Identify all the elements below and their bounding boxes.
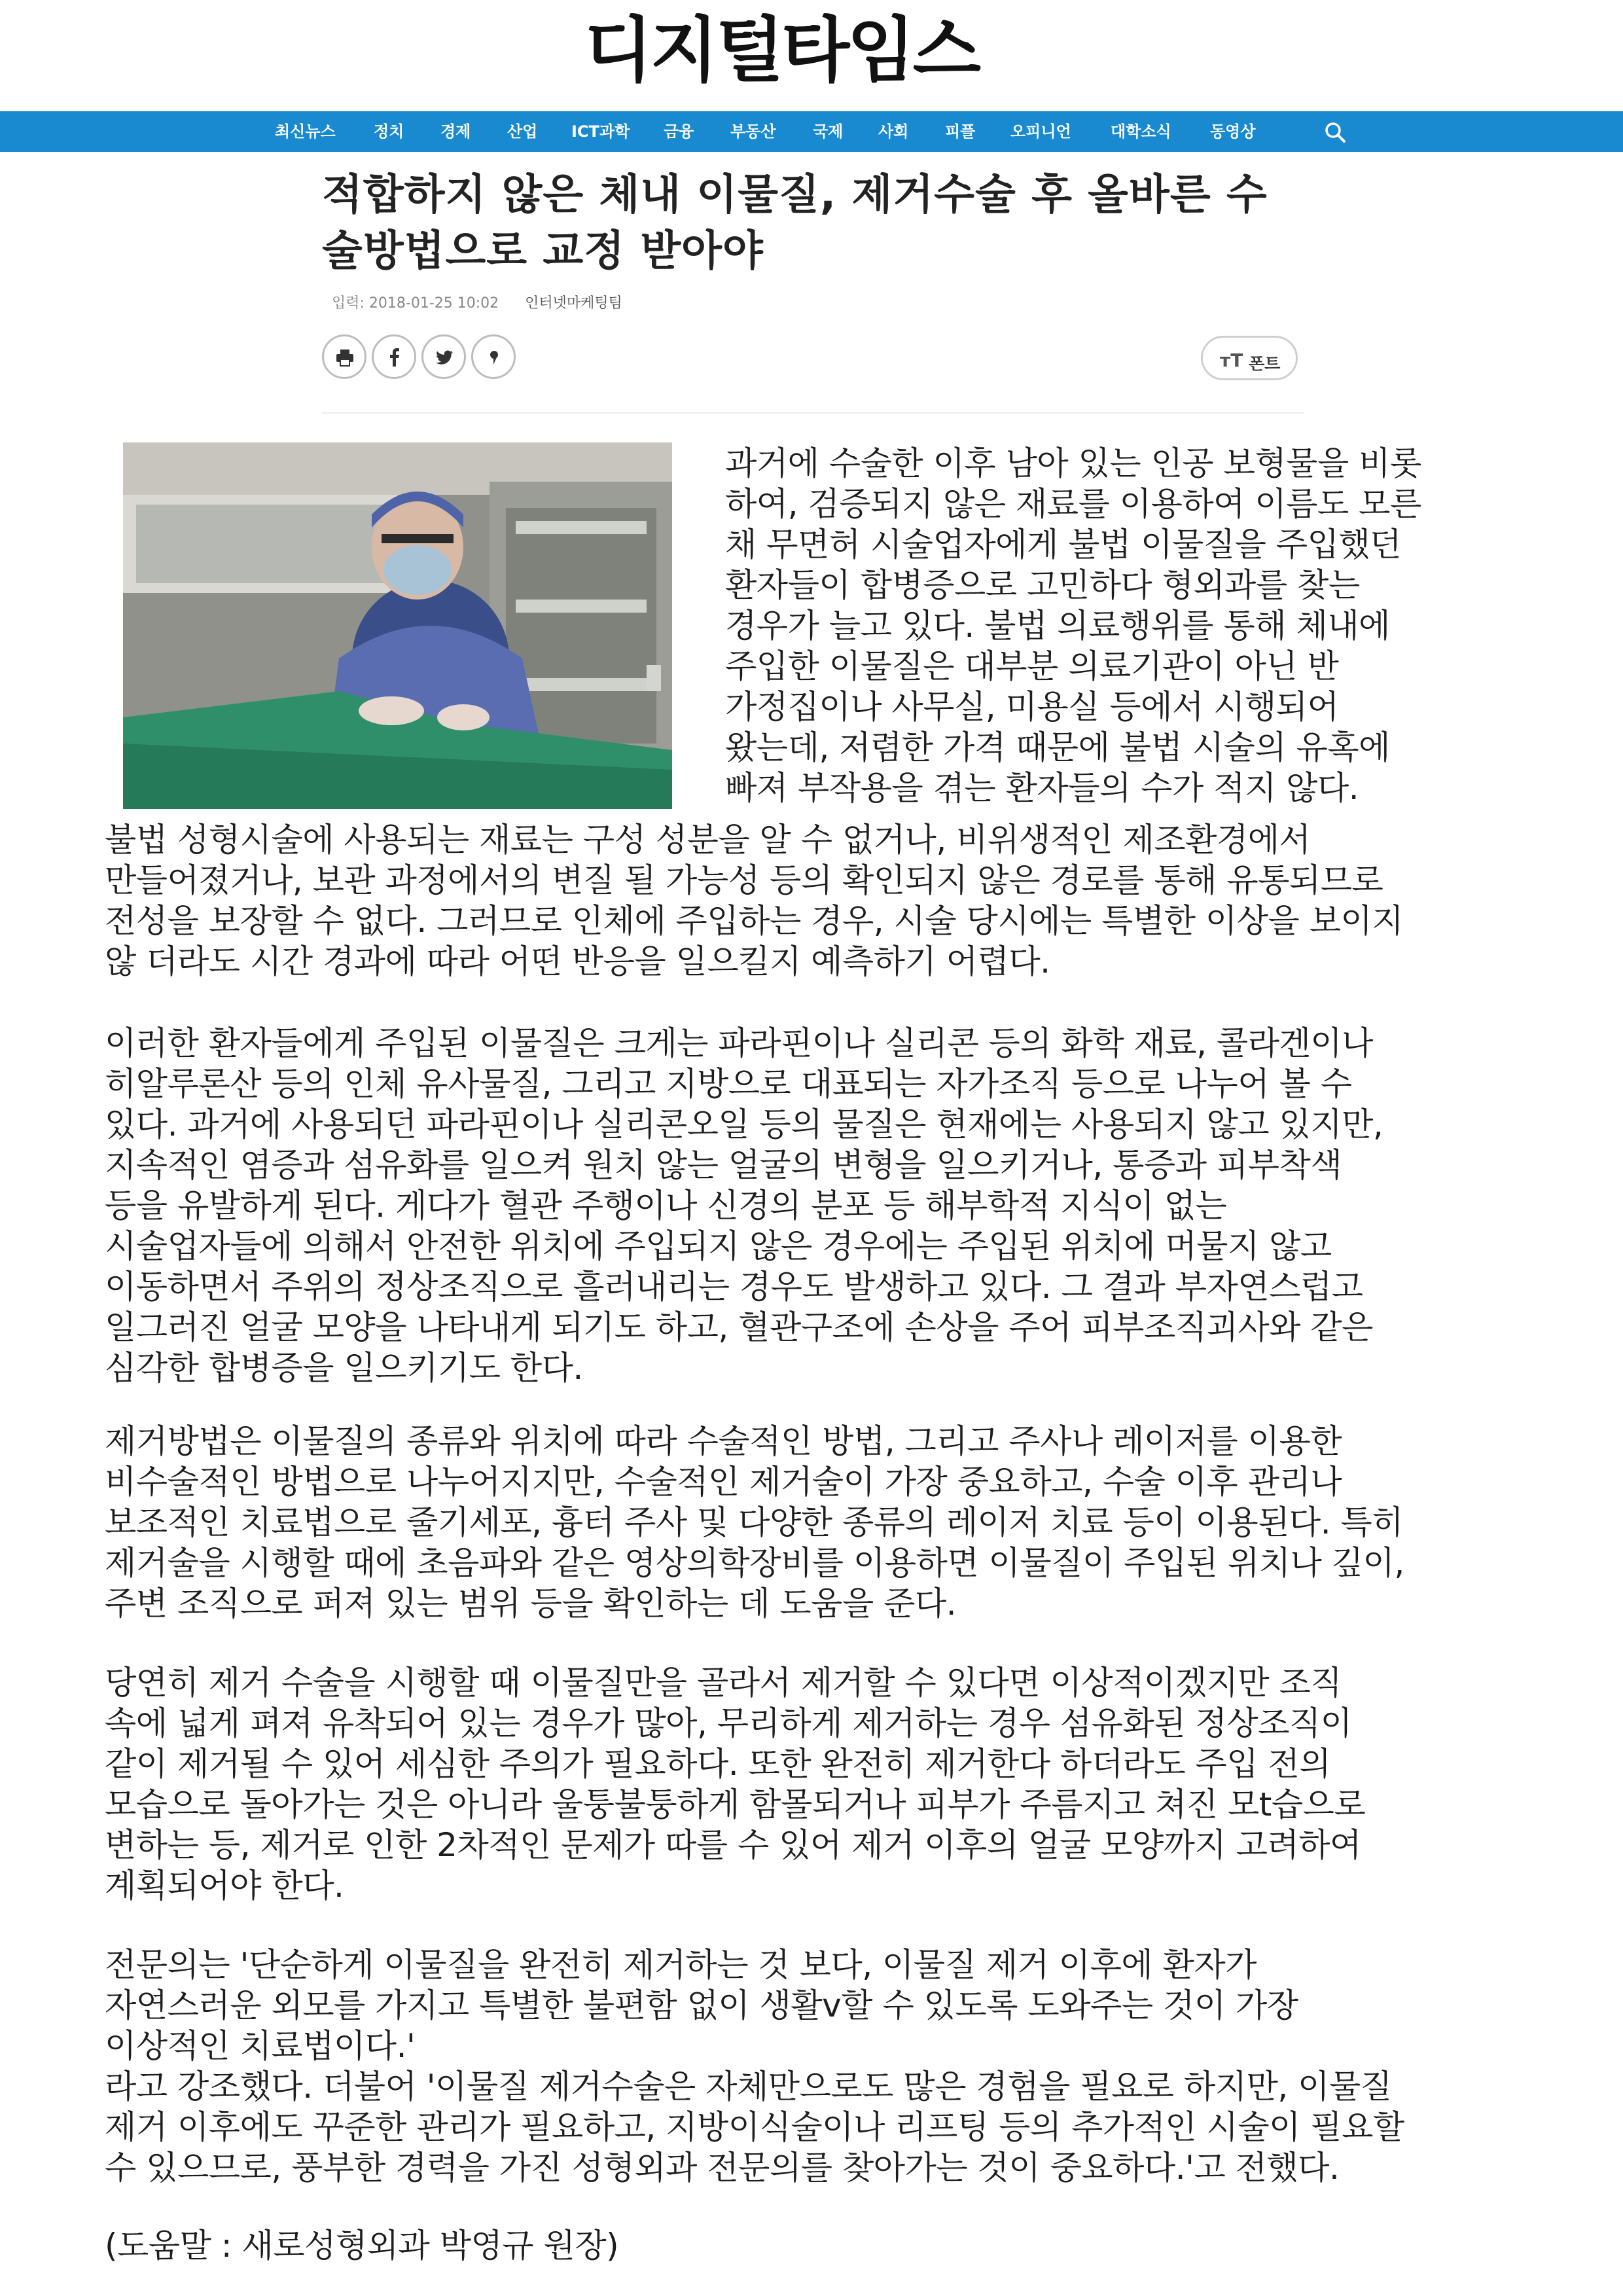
nav-item-international[interactable]: 국제 [813,122,844,141]
article-paragraph-5: 당연히 제거 수술을 시행할 때 이물질만을 골라서 제거할 수 있다면 이상적이겠지만 조직 속에 넓게 펴져 유착되어 있는 경우가 많아, 무리하게 제거하는 경우 섬유화된 정상조직이 같이 제거될 수 있어 세심한 주의가 필요하다. 또한 완전히 제거한다 하더라도 주입 전의 모습으로 돌아가는 것은 아니라 울퉁불퉁하게 함몰되거나 피부가 주름지고 쳐진 모t습으로 변하는 등, 제거로 인한 2차적인 문제가 따를 수 있어 제거 이후의 얼굴 모양까지 고려하여 계획되어야 한다. [105,1664,1366,1905]
article-headline [322,167,1317,279]
article-paragraph-1: 과거에 수술한 이후 남아 있는 인공 보형물을 비롯 하여, 검증되지 않은 재료를 이용하여 이름도 모른 채 무면허 시술업자에게 불법 이물질을 주입했던 환자들이 합병증으로 고민하다 형외과를 찾는 경우가 늘고 있다. 불법 의료행위를 통해 체내에 주입한 이물질은 대부분 의료기관이 아닌 반 가정집이나 사무실, 미용실 등에서 시행되어 왔는데, 저렴한 가격 때문에 불법 시술의 유혹에 빠져 부작용을 겪는 환자들의 수가 적지 않다. [725,444,1421,807]
article-source-note: (도움말 : 새로성형외과 박영규 원장) [105,2227,619,2265]
header-divider [322,412,1304,414]
font-size-button[interactable] [1201,336,1298,380]
masthead [0,0,1623,111]
article-photo [123,442,672,809]
nav-item-politics[interactable]: 정치 [374,122,404,141]
facebook-icon [384,347,405,368]
font-size-icon: ᴛT [1220,350,1243,371]
nav-item-video[interactable]: 동영상 [1210,122,1256,141]
nav-item-opinion[interactable]: 오피니언 [1010,122,1071,141]
nav-item-ict-science[interactable]: ICT과학 [571,122,630,141]
article-paragraph-2: 불법 성형시술에 사용되는 재료는 구성 성분을 알 수 없거나, 비위생적인 제조환경에서 만들어졌거나, 보관 과정에서의 변질 될 가능성 등의 확인되지 않은 경로를 통해 유통되므로 전성을 보장할 수 없다. 그러므로 인체에 주입하는 경우, 시술 당시에는 특별한 이상을 보이지 않 더라도 시간 경과에 따라 어떤 반응을 일으킬지 예측하기 어렵다. [105,821,1404,980]
print-button[interactable] [322,334,366,379]
kakao-icon [484,347,505,368]
nav-item-economy[interactable]: 경제 [440,122,471,141]
twitter-share-button[interactable] [421,334,466,379]
nav-item-industry[interactable]: 산업 [507,122,538,141]
nav-item-latest[interactable]: 최신뉴스 [275,122,336,141]
search-icon [1323,120,1347,144]
main-nav [0,111,1623,152]
site-logo[interactable]: 디지털타임스 [584,10,978,92]
article-meta [332,292,622,312]
print-icon [334,347,355,368]
twitter-icon [434,347,455,368]
publish-date: 입력: 2018-01-25 10:02 [332,295,499,312]
search-button[interactable] [1323,120,1347,144]
font-button-label: 폰트 [1249,354,1281,373]
nav-item-real-estate[interactable]: 부동산 [730,122,776,141]
article-paragraph-3: 이러한 환자들에게 주입된 이물질은 크게는 파라핀이나 실리콘 등의 화학 재료, 콜라겐이나 히알루론산 등의 인체 유사물질, 그리고 지방으로 대표되는 자가조직 등으로 나누어 볼 수 있다. 과거에 사용되던 파라핀이나 실리콘오일 등의 물질은 현재에는 사용되지 않고 있지만, 지속적인 염증과 섬유화를 일으켜 원치 않는 얼굴의 변형을 일으키거나, 통증과 피부착색 등을 유발하게 된다. 게다가 혈관 주행이나 신경의 분포 등 해부학적 지식이 없는 시술업자들에 의해서 안전한 위치에 주입되지 않은 경우에는 주입된 위치에 머물지 않고 이동하면서 주위의 정상조직으로 흘러내리는 경우도 발생하고 있다. 그 결과 부자연스럽고 일그러진 얼굴 모양을 나타내게 되기도 하고, 혈관구조에 손상을 주어 피부조직괴사와 같은 심각한 합병증을 일으키기도 한다. [105,1024,1383,1387]
nav-item-finance[interactable]: 금융 [664,122,694,141]
article-paragraph-4: 제거방법은 이물질의 종류와 위치에 따라 수술적인 방법, 그리고 주사나 레이저를 이용한 비수술적인 방법으로 나누어지지만, 수술적인 제거술이 가장 중요하고, 수술 이후 관리나 보조적인 치료법으로 줄기세포, 흉터 주사 및 다양한 종류의 레이저 치료 등이 이용된다. 특히 제거술을 시행할 때에 초음파와 같은 영상의학장비를 이용하면 이물질이 주입된 위치나 깊이, 주변 조직으로 퍼져 있는 범위 등을 확인하는 데 도움을 준다. [105,1422,1404,1623]
article-author: 인터넷마케팅팀 [525,295,622,312]
nav-item-society[interactable]: 사회 [878,122,909,141]
nav-item-people[interactable]: 피플 [945,122,976,141]
kakao-share-button[interactable] [471,334,516,379]
headline-text: 적합하지 않은 체내 이물질, 제거수술 후 올바른 수 술방법으로 교정 받아야 [322,171,1268,276]
facebook-share-button[interactable] [372,334,416,379]
nav-item-university[interactable]: 대학소식 [1111,122,1171,141]
article-paragraph-6: 전문의는 '단순하게 이물질을 완전히 제거하는 것 보다, 이물질 제거 이후에 환자가 자연스러운 외모를 가지고 특별한 불편함 없이 생활v할 수 있도록 도와주는 것이 가장 이상적인 치료법이다.' 라고 강조했다. 더불어 '이물질 제거수술은 자체만으로도 많은 경험을 필요로 하지만, 이물질 제거 이후에도 꾸준한 관리가 필요하고, 지방이식술이나 리프팅 등의 추가적인 시술이 필요할 수 있으므로, 풍부한 경력을 가진 성형외과 전문의를 찾아가는 것이 중요하다.'고 전했다. [105,1946,1404,2187]
surgery-photo-illustration [123,442,672,809]
